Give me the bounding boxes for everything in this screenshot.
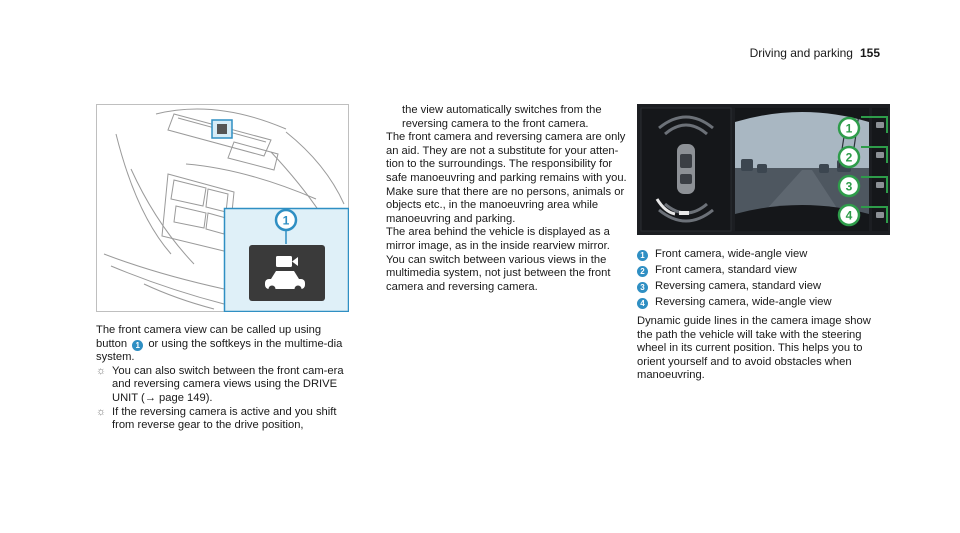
note-reverse-gear: ☼ If the reversing camera is active and you shift from reverse gear to the drive position,	[96, 405, 337, 432]
legend-number-2: 2	[637, 266, 648, 277]
display-callout-3	[839, 176, 859, 196]
display-callout-4	[839, 205, 859, 225]
views-paragraph: You can switch between various views in the multimedia system, not just between the front camera and reversing camera.	[386, 253, 611, 293]
legend-item	[637, 295, 887, 311]
intro-paragraph: The front camera view can be called up using button 1 or using the softkeys in the multime-dia system.	[96, 324, 343, 364]
small-camera-button	[217, 124, 227, 134]
inline-callout-1: 1	[132, 340, 143, 351]
safety-paragraph: The front camera and reversing camera are only an aid. They are not a substitute for your atten-tion to the surroundings. The responsibility for safe manoeuvring and parking remains with you. Make sure that there are no persons, animals or objects etc., in the manoeuvring area while manoeuvring and parking.	[386, 131, 627, 225]
page-number: 155	[859, 46, 880, 60]
page-header	[750, 46, 880, 60]
display-callout-2	[839, 147, 859, 167]
svg-text:2: 2	[845, 150, 853, 165]
legend-number-3: 3	[637, 282, 648, 293]
car-top-view	[677, 144, 695, 194]
column-middle	[386, 104, 630, 294]
note-drive-unit: ☼ You can also switch between the front cam-era and reversing camera views using the DRIVE UNIT (→ page 149).	[96, 364, 344, 404]
guide-lines-paragraph: Dynamic guide lines in the camera image show the path the vehicle will take with the steering wheel in its current position. This helps you to orient yourself and to avoid obstacles when manoeuvring.	[637, 315, 871, 382]
info-icon: ☼	[96, 364, 107, 377]
camera-display-illustration	[637, 104, 890, 235]
legend-label: Reversing camera, standard view	[655, 280, 822, 293]
continuation-text: the view automatically switches from the reversing camera to the front camera.	[402, 104, 602, 130]
column-left	[96, 324, 352, 433]
callout-1	[276, 210, 296, 230]
svg-text:1: 1	[845, 121, 853, 136]
legend-label: Reversing camera, wide-angle view	[655, 296, 832, 309]
info-icon: ☼	[96, 405, 107, 418]
svg-text:3: 3	[845, 179, 853, 194]
mirror-paragraph: The area behind the vehicle is displayed as a mirror image, as in the inside rearview mirror.	[386, 226, 610, 252]
legend-item	[637, 263, 887, 279]
section-title: Driving and parking	[749, 46, 853, 60]
svg-text:1: 1	[282, 213, 290, 228]
column-right	[637, 247, 887, 383]
legend-label: Front camera, standard view	[655, 264, 797, 277]
display-callout-1	[839, 118, 859, 138]
legend-item	[637, 247, 887, 263]
svg-text:4: 4	[845, 208, 853, 223]
console-illustration	[96, 104, 349, 312]
legend-number-1: 1	[637, 250, 648, 261]
legend-item	[637, 279, 887, 295]
legend-number-4: 4	[637, 298, 648, 309]
legend-label: Front camera, wide-angle view	[655, 248, 808, 261]
